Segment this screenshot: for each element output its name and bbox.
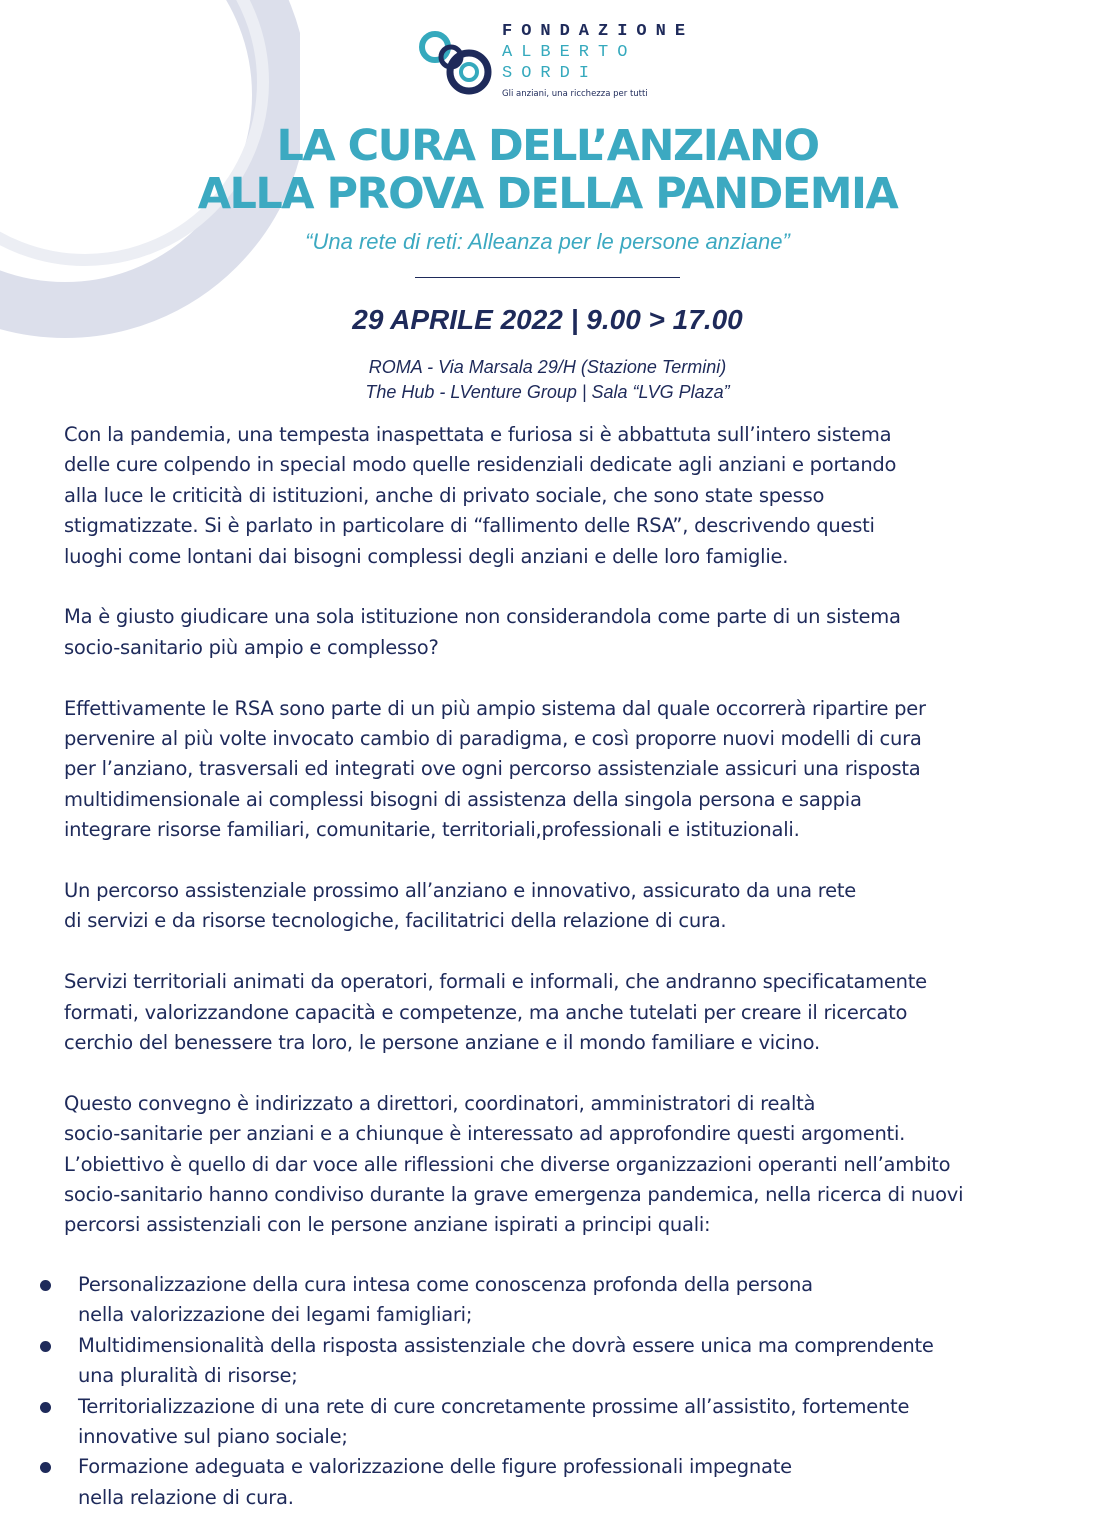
paragraph: Con la pandemia, una tempesta inaspettata e furiosa si è abbattuta sull’intero sistema delle cure colpendo in special modo quelle residenziali dedicate agli anziani e portando alla luce le criticità di istituzioni, anche di privato sociale, che sono state spesso stigmatizzate. Si è parlato in particolare di “fallimento delle RSA”, descrivendo questi luoghi come lontani dai bisogni complessi degli anziani e delle loro famiglie. (64, 423, 897, 568)
event-date-time: 29 APRILE 2022 | 9.00 > 17.00 (352, 304, 743, 335)
list-item (40, 1331, 1085, 1392)
paragraph: Effettivamente le RSA sono parte di un più ampio sistema dal quale occorrerà ripartire per pervenire al più volte invocato cambio di paradigma, e così proporre nuovi modelli di cura per l’anziano, trasversali ed integrati ove ogni percorso assistenziale assicuri una risposta multidimensionale ai complessi bisogni di assistenza della singola persona e sappia integrare risorse familiari, comunitarie, territoriali,professionali e istituzionali. (64, 696, 926, 842)
logo-line-sordi: SORDI (502, 64, 599, 83)
list-item-text: Formazione adeguata e valorizzazione delle figure professionali impegnate nella relazione di cura. (78, 1455, 792, 1509)
body-text (64, 420, 1084, 1271)
venue-room: The Hub - LVenture Group | Sala “LVG Plaza” (365, 382, 730, 402)
paragraph: Questo convegno è indirizzato a direttori, coordinatori, amministratori di realtà socio-sanitarie per anziani e a chiunque è interessato ad approfondire questi argomenti. L’obiettivo è quello di dar voce alle riflessioni che diverse organizzazioni operanti nell’ambito socio-sanitario hanno condiviso durante la grave emergenza pandemica, nella ricerca di nuovi percorsi assistenziali con le persone anziane ispirati a principi quali: (64, 1091, 964, 1237)
paragraph: Ma è giusto giudicare una sola istituzione non considerandola come parte di un sistema socio-sanitario più ampio e complesso? (64, 605, 901, 659)
bullet-dot-icon (40, 1341, 51, 1352)
logo-line-alberto: ALBERTO (502, 43, 637, 62)
list-item-text: Multidimensionalità della risposta assistenziale che dovrà essere unica ma comprendente una pluralità di risorse; (78, 1333, 934, 1388)
list-item-text: Personalizzazione della cura intesa come conoscenza profonda della persona nella valorizzazione dei legami famigliari; (78, 1273, 813, 1327)
paragraph: Un percorso assistenziale prossimo all’anziano e innovativo, assicurato da una rete di servizi e da risorse tecnologiche, facilitatrici della relazione di cura. (64, 879, 857, 933)
principles-list (40, 1270, 1085, 1513)
list-item (40, 1392, 1085, 1453)
paragraph: Servizi territoriali animati da operatori, formali e informali, che andranno specificatamente formati, valorizzandone capacità e competenze, ma anche tutelati per creare il ricercato cerchio del benessere tra loro, le persone anziane e il mondo familiare e vicino. (64, 970, 927, 1055)
logo-line-fondazione: FONDAZIONE (502, 22, 695, 41)
foundation-logo (418, 22, 695, 104)
bullet-dot-icon (40, 1402, 51, 1413)
logo-tagline: Gli anziani, una ricchezza per tutti (502, 89, 648, 99)
logo-rings-icon (418, 26, 500, 98)
bullet-dot-icon (40, 1462, 51, 1473)
page-subtitle: “Una rete di reti: Alleanza per le persone anziane” (305, 229, 790, 254)
venue-address: ROMA - Via Marsala 29/H (Stazione Termini) (368, 357, 727, 377)
bullet-dot-icon (40, 1280, 51, 1291)
list-item-text: Territorializzazione di una rete di cure concretamente prossime all’assistito, fortemente innovative sul piano sociale; (78, 1394, 910, 1449)
list-item (40, 1452, 1085, 1513)
page-title-line-2: ALLA PROVA DELLA PANDEMIA (197, 169, 898, 219)
page-title-line-1: LA CURA DELL’ANZIANO (276, 121, 819, 171)
divider-line (415, 277, 680, 278)
list-item (40, 1270, 1085, 1331)
